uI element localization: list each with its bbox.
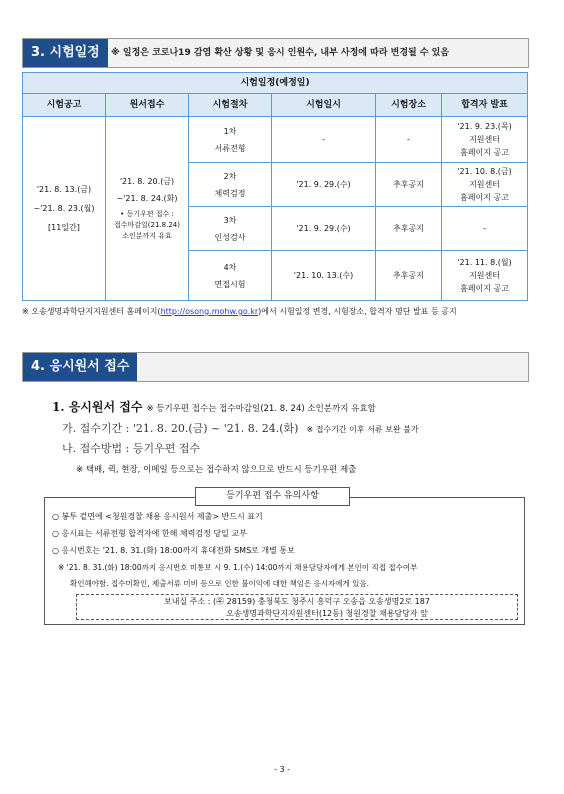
date-cell: '21. 9. 29.(수) [272,207,376,251]
schedule-caption: 시험일정(예정일) [23,73,528,94]
result-line: 홈페이지 공고 [460,148,509,157]
section4-header [22,352,529,382]
address-line: 보내실 주소 : (㉾ 28159) 충청북도 청주시 흥덕구 오송읍 오송생명2로 187 [164,597,430,606]
result-line: 지원센터 [469,271,500,280]
section4-title: 4. 응시원서 접수 [23,353,137,381]
place-cell: 추후공지 [376,251,442,301]
step-cell [189,117,272,163]
apply-heading-text: 1. 응시원서 접수 [52,400,143,414]
step-number: 1차 [223,126,237,136]
schedule-table [22,72,528,301]
footnote-text: )에서 시험일정 변경, 시험장소, 합격자 명단 발표 등 공지 [258,307,457,316]
apply-period-note: ※ 접수기간 이후 서류 보완 불가 [306,425,419,434]
place-cell: 추후공지 [376,207,442,251]
apply-start: '21. 8. 20.(금) [119,177,175,186]
apply-period [62,420,419,436]
col-header: 시험절차 [189,94,272,117]
step-number: 2차 [223,171,237,181]
apply-note: 소인분까지 유효 [122,232,172,240]
notice-item: ○ 응시번호는 '21. 8. 31.(화) 18:00까지 휴대전화 SMS로 개별 통보 [52,546,295,555]
apply-heading [52,398,376,415]
announce-start: '21. 8. 13.(금) [36,185,92,194]
step-name: 체력검정 [214,188,246,198]
mailing-address [76,594,518,620]
step-number: 4차 [223,262,237,272]
result-line: 지원센터 [469,180,500,189]
col-header: 시험장소 [376,94,442,117]
notice-box-title: 등기우편 접수 유의사항 [195,487,350,506]
place-cell: - [376,117,442,163]
result-cell [442,117,528,163]
method-note: ※ 택배, 퀵, 현장, 이메일 등으로는 접수하지 않으므로 반드시 등기우편 제출 [76,465,357,475]
result-date: '21. 11. 8.(월) [457,258,512,267]
section3-header [22,38,529,68]
result-line: 홈페이지 공고 [460,284,509,293]
col-header: 합격자 발표 [442,94,528,117]
col-header: 시험공고 [23,94,106,117]
announce-days: [11일간] [48,223,80,232]
place-cell: 추후공지 [376,163,442,207]
page-number: - 3 - [274,765,290,774]
step-cell [189,251,272,301]
homepage-link[interactable]: http://osong.mohw.go.kr [160,307,259,316]
section3-note: ※ 일정은 코로나19 감염 확산 상황 및 응시 인원수, 내부 사정에 따라 변경될 수 있음 [111,48,450,58]
announce-end: ~'21. 8. 23.(월) [33,204,95,213]
result-line: 홈페이지 공고 [460,193,509,202]
apply-end: ~'21. 8. 24.(화) [116,194,178,203]
announce-cell [23,117,106,301]
date-cell: '21. 9. 29.(수) [272,163,376,207]
apply-method [62,440,200,456]
apply-heading-note: ※ 등기우편 접수는 접수마감일(21. 8. 24) 소인분까지 유효함 [146,404,376,414]
apply-note: 접수마감일(21.8.24) [114,221,180,229]
result-cell: - [442,207,528,251]
result-line: 지원센터 [469,135,500,144]
notice-warning: 확인해야함. 접수미확인, 제출서류 미비 등으로 인한 불이익에 대한 책임은 응시자에게 있음. [70,579,370,588]
apply-period-text: 가. 접수기간 : '21. 8. 20.(금) ~ '21. 8. 24.(화) [62,422,299,435]
col-header: 원서접수 [106,94,189,117]
date-cell: '21. 10. 13.(수) [272,251,376,301]
result-cell [442,251,528,301]
col-header: 시험일시 [272,94,376,117]
notice-item: ○ 봉투 겉면에 <청원경찰 채용 응시원서 제출> 반드시 표기 [52,512,263,521]
section3-title: 3. 시험일정 [23,39,108,67]
step-name: 인성검사 [214,232,246,242]
step-name: 서류전형 [214,143,246,153]
result-date: '21. 10. 8.(금) [457,167,512,176]
schedule-footnote [22,306,457,317]
result-date: '21. 9. 23.(목) [457,122,512,131]
notice-warning: ※ '21. 8. 31.(화) 18:00까지 응시번호 미통보 시 9. 1.(수) 14:00까지 채용담당자에게 본인이 직접 접수여부 [58,563,418,572]
apply-note: • 등기우편 접수 : [120,210,174,218]
step-number: 3차 [223,215,237,225]
address-line: 오송생명과학단지지원센터(12동) 청원경찰 채용담당자 앞 [226,609,428,618]
step-cell [189,207,272,251]
apply-method-text: 나. 접수방법 : 등기우편 접수 [62,442,201,455]
notice-item: ○ 응시표는 서류전형 합격자에 한해 체력검정 당일 교부 [52,529,247,538]
step-cell [189,163,272,207]
date-cell: - [272,117,376,163]
step-name: 면접시험 [214,279,246,289]
footnote-text: ※ 오송생명과학단지지원센터 홈페이지( [22,307,161,316]
apply-cell [106,117,189,301]
table-row [23,117,528,163]
result-cell [442,163,528,207]
